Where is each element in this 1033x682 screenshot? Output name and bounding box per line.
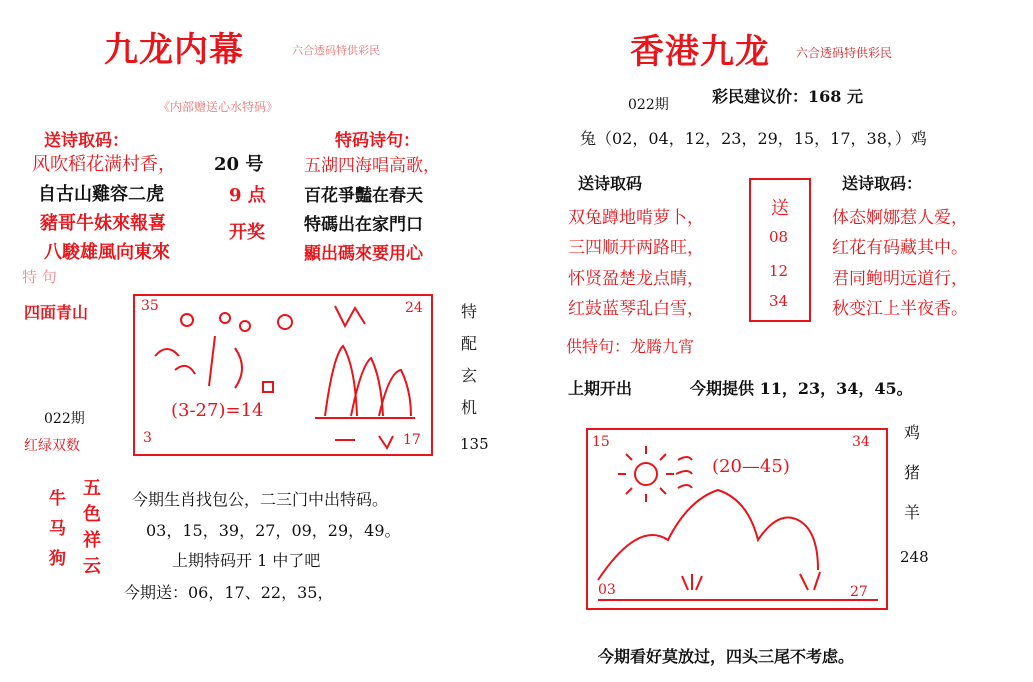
pic-label-br: 17 — [403, 432, 421, 448]
zodiac-item: 牛 — [49, 489, 66, 509]
box-mark — [263, 382, 273, 392]
pic-label-tl: 35 — [141, 298, 159, 314]
left-poem-source: 《内部赠送心水特码》 — [158, 100, 279, 114]
right-this-offer: 今期提供 11，23，34，45。 — [690, 379, 913, 398]
pic-label-tl: 15 — [592, 434, 610, 450]
poem-line: 百花爭豔在春天 — [304, 186, 423, 206]
right-subtitle: 六合透码特供彩民 — [796, 46, 893, 60]
left-send-poem-header: 送诗取码： — [44, 131, 129, 151]
zodiac-item: 马 — [49, 519, 66, 539]
left-pairing-vertical: 特配玄机 — [460, 302, 477, 417]
grass — [800, 572, 820, 590]
right-number-248: 248 — [900, 548, 929, 566]
right-price: 彩民建议价：168 元 — [712, 87, 863, 106]
leaf — [155, 349, 179, 356]
wind — [676, 457, 692, 488]
left-doodle — [135, 296, 431, 454]
left-five-color: 五色祥云 — [83, 478, 101, 577]
left-line-last: 上期特码开 1 中了吧 — [172, 551, 321, 570]
right-last-open: 上期开出 — [568, 379, 633, 398]
mountains — [598, 490, 818, 580]
flower — [240, 321, 250, 331]
left-line-zodiac: 今期生肖找包公，二三门中出特码。 — [132, 490, 389, 509]
poem-line: 君同鲍明远道行， — [832, 269, 968, 289]
sun-rays — [618, 446, 674, 502]
sparkle — [335, 306, 365, 326]
pic-label-br: 27 — [850, 584, 868, 600]
stem — [235, 348, 242, 388]
right-period: 022期 — [628, 97, 669, 113]
left-special-verse-label: 特 句 — [22, 268, 57, 286]
left-period: 022期 — [44, 411, 85, 427]
left-number-label: 20 号 — [214, 154, 264, 175]
poem-line: 顯出碼來要用心 — [304, 244, 423, 264]
zodiac-item: 羊 — [904, 503, 921, 522]
right-zodiac-line: 兔（02，04，12，23，29，15，17，38，）鸡 — [580, 129, 927, 148]
poem-line: 体态婀娜惹人爱， — [832, 208, 968, 228]
box-item: 送 — [771, 198, 789, 219]
flower — [181, 314, 193, 326]
poem-line: 双兔蹲地啃萝卜， — [568, 208, 704, 228]
grass — [379, 436, 393, 448]
right-send-poem-right: 送诗取码： — [842, 174, 923, 193]
poem-line: 风吹稻花满村香， — [32, 154, 176, 175]
right-title: 香港九龙 — [630, 32, 770, 72]
grass — [682, 574, 702, 590]
right-special-verse: 供特句：龙腾九宵 — [566, 337, 695, 356]
left-special-poem-header: 特码诗句： — [335, 131, 420, 151]
right-picture-box — [586, 428, 888, 610]
left-four-sides-label: 四面青山 — [24, 303, 89, 322]
right-bottom-line: 今期看好莫放过，四头三尾不考虑。 — [598, 647, 855, 666]
box-item: 34 — [769, 292, 789, 310]
pic-formula: (3-27)=14 — [171, 400, 264, 421]
pic-label-tr: 34 — [852, 434, 870, 450]
pic-label-bl: 03 — [598, 582, 616, 598]
sun — [278, 315, 292, 329]
pic-label-tr: 24 — [405, 300, 423, 316]
zodiac-item: 狗 — [49, 549, 66, 569]
poem-line: 豬哥牛妹來報喜 — [40, 213, 166, 234]
zodiac-item: 猪 — [904, 463, 921, 482]
left-picture-box — [133, 294, 433, 456]
pic-formula: (20—45) — [712, 456, 790, 477]
right-send-box — [749, 178, 811, 322]
left-draw-label: 开奖 — [229, 222, 265, 243]
poem-line: 红鼓蓝琴乱白雪， — [568, 299, 704, 319]
poem-line: 怀贤盈楚龙点睛， — [568, 269, 704, 289]
left-number-135: 135 — [460, 435, 489, 453]
poem-line: 秋变江上半夜香。 — [832, 299, 968, 319]
poem-line: 三四顺开两路旺， — [568, 238, 704, 258]
flower — [220, 313, 230, 323]
poem-line: 自古山雞容二虎 — [38, 184, 164, 205]
poem-line: 八駿雄風向東來 — [44, 242, 170, 263]
mountain — [379, 370, 411, 416]
poem-line: 红花有码藏其中。 — [832, 238, 968, 258]
sun — [635, 463, 657, 485]
left-line-send: 今期送：06，17、22，35， — [124, 583, 334, 602]
leaf — [175, 366, 195, 374]
poem-line: 特碼出在家門口 — [304, 215, 423, 235]
left-time-label: 9 点 — [229, 185, 266, 206]
left-subtitle: 六合透码特供彩民 — [292, 44, 380, 57]
zodiac-item: 鸡 — [904, 423, 921, 442]
stem — [209, 336, 215, 386]
poem-line: 五湖四海唱高歌， — [304, 156, 440, 176]
right-send-poem-left: 送诗取码 — [578, 174, 643, 193]
box-item: 12 — [769, 262, 789, 280]
box-item: 08 — [769, 228, 789, 246]
left-line-numbers: 03，15，39，27，09，29，49。 — [146, 521, 401, 540]
pic-label-bl: 3 — [143, 430, 152, 446]
left-title: 九龙内幕 — [104, 30, 244, 70]
left-red-green-label: 红绿双数 — [24, 438, 80, 454]
